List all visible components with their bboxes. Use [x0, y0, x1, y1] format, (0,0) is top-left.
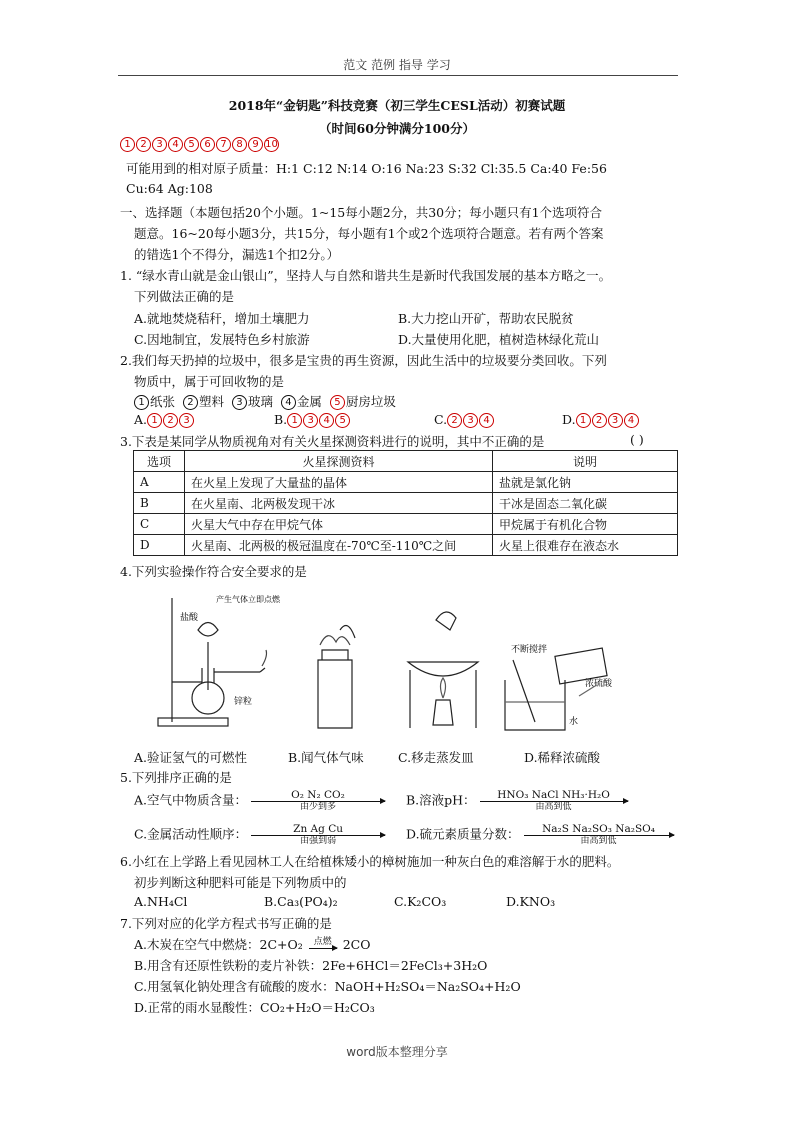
figure-dilute-acid — [495, 590, 635, 740]
circled-number: 4 — [168, 137, 183, 152]
table-row — [134, 535, 678, 556]
q6-option-b: B.Ca₃(PO₄)₂ — [264, 894, 338, 909]
figure-label-acid: 盐酸 — [180, 613, 199, 623]
circled-number-row — [120, 136, 280, 152]
table-cell: 在火星上发现了大量盐的晶体 — [185, 472, 493, 493]
table-cell: 火星上很难存在液态水 — [493, 535, 678, 556]
exam-title: 2018年“金钥匙”科技竞赛（初三学生CESL活动）初赛试题 — [228, 98, 566, 113]
circled-number: 1 — [120, 137, 135, 152]
q3-stem: 3.下表是某同学从物质视角对有关火星探测资料进行的说明，其中不正确的是 — [120, 434, 545, 449]
q2-option-d — [562, 412, 640, 428]
q1-option-b: B.大力挖山开矿，帮助农民脱贫 — [398, 311, 574, 326]
q2-stem-2: 物质中，属于可回收物的是 — [134, 374, 285, 389]
q2-option-b-number: 1 — [287, 413, 302, 428]
circled-number: 5 — [184, 137, 199, 152]
q1-stem: 1. “绿水青山就是金山银山”，坚持人与自然和谐共生是新时代我国发展的基本方略之一。 — [120, 268, 612, 283]
q3-answer-paren: ( ) — [630, 432, 644, 447]
q2-option-d-label: D. — [562, 412, 576, 427]
q2-option-b-number: 4 — [319, 413, 334, 428]
section-instructions-1: 一、选择题（本题包括20个小题。1~15每小题2分，共30分；每小题只有1个选项符合 — [120, 205, 603, 220]
q7-option-b: B.用含有还原性铁粉的麦片补铁：2Fe+6HCl＝2FeCl₃+3H₂O — [134, 958, 488, 973]
q4-option-c: C.移走蒸发皿 — [398, 750, 474, 765]
q5-a-arrow — [251, 790, 385, 812]
q5-b-arrow — [480, 790, 628, 812]
q5-d-direction: 由高到低 — [580, 836, 617, 846]
q4-option-b: B.闻气体气味 — [288, 750, 364, 765]
section-instructions-2: 题意。16~20每小题3分，共15分，每小题有1个或2个选项符合题意。若有两个答案 — [134, 226, 604, 241]
q2-option-d-number: 3 — [608, 413, 623, 428]
circled-number: 2 — [136, 137, 151, 152]
figure-label-gas: 产生气体立即点燃 — [216, 595, 280, 604]
table-header: 说明 — [493, 451, 678, 472]
figure-label-water: 水 — [569, 717, 579, 727]
q2-option-a-number: 2 — [163, 413, 178, 428]
table-row — [134, 472, 678, 493]
table-cell: 在火星南、北两极发现干冰 — [185, 493, 493, 514]
q2-option-b-number: 3 — [303, 413, 318, 428]
table-cell: C — [134, 514, 185, 535]
q2-option-d-number: 2 — [592, 413, 607, 428]
figure-hydrogen-apparatus — [150, 590, 285, 740]
circled-number: 9 — [248, 137, 263, 152]
q5-a-label: A.空气中物质含量： — [134, 792, 248, 808]
q6-option-c: C.K₂CO₃ — [394, 894, 447, 909]
q6-option-d: D.KNO₃ — [506, 894, 556, 909]
atomic-masses-line2: Cu:64 Ag:108 — [126, 181, 213, 196]
table-cell: 盐就是氯化钠 — [493, 472, 678, 493]
figure-label-conc-acid: 浓硫酸 — [585, 679, 613, 689]
q2-option-c — [434, 412, 495, 428]
circled-number: 3 — [152, 137, 167, 152]
q2-option-c-number: 2 — [447, 413, 462, 428]
q4-stem: 4.下列实验操作符合安全要求的是 — [120, 564, 307, 579]
q7-option-c: C.用氢氧化钠处理含有硫酸的废水：NaOH+H₂SO₄＝Na₂SO₄+H₂O — [134, 979, 521, 994]
q2-items: 1 纸张 2 塑料 3 玻璃 4 金属 5 厨房垃圾 — [134, 392, 396, 410]
atomic-masses-line1: 可能用到的相对原子质量：H:1 C:12 N:14 O:16 Na:23 S:32 Cl:35.5 Ca:40 Fe:56 — [126, 161, 607, 176]
q5-d-arrow — [524, 824, 674, 846]
q6-stem: 6.小红在上学路上看见园林工人在给植株矮小的樟树施加一种灰白色的难溶解于水的肥料。 — [120, 854, 620, 869]
table-cell: A — [134, 472, 185, 493]
q5-c-label: C.金属活动性顺序： — [134, 826, 248, 842]
q2-option-a — [134, 412, 195, 428]
q2-item-1: 纸张 — [150, 394, 176, 409]
q2-option-a-label: A. — [134, 412, 148, 427]
figure-label-stir: 不断搅拌 — [511, 645, 548, 655]
q5-option-a — [134, 790, 385, 812]
q2-option-b-number: 5 — [335, 413, 350, 428]
q1-option-d: D.大量使用化肥，植树造林绿化荒山 — [398, 332, 600, 347]
table-cell: 火星大气中存在甲烷气体 — [185, 514, 493, 535]
table-header: 火星探测资料 — [185, 451, 493, 472]
q2-option-c-number: 3 — [463, 413, 478, 428]
q2-item-4: 金属 — [296, 394, 322, 409]
exam-subtitle: （时间60分钟满分100分） — [319, 121, 475, 136]
q7-stem: 7.下列对应的化学方程式书写正确的是 — [120, 916, 332, 931]
q1-option-c: C.因地制宜，发展特色乡村旅游 — [134, 332, 310, 347]
circled-number: 8 — [232, 137, 247, 152]
page-footer: word版本整理分享 — [346, 1045, 448, 1059]
q7-a-product: 2CO — [342, 937, 371, 952]
q2-option-d-number: 4 — [624, 413, 639, 428]
mars-data-table — [133, 450, 678, 556]
q5-c-arrow — [251, 824, 385, 846]
q5-option-c — [134, 824, 385, 846]
q5-d-sequence: Na₂S Na₂SO₃ Na₂SO₄ — [542, 823, 655, 835]
q5-stem: 5.下列排序正确的是 — [120, 770, 232, 785]
page-header: 范文 范例 指导 学习 — [343, 58, 451, 72]
q7-option-d: D.正常的雨水显酸性：CO₂+H₂O＝H₂CO₃ — [134, 1000, 375, 1015]
q5-a-direction: 由少到多 — [299, 802, 336, 812]
table-cell: 火星南、北两极的极冠温度在-70℃至-110℃之间 — [185, 535, 493, 556]
q5-c-direction: 由强到弱 — [300, 836, 337, 846]
q5-b-label: B.溶液pH： — [406, 792, 476, 808]
q5-option-b — [406, 790, 628, 812]
q7-option-a — [134, 935, 371, 955]
table-cell: B — [134, 493, 185, 514]
q7-a-condition: 点燃 — [313, 936, 332, 947]
q5-b-direction: 由高到低 — [535, 802, 572, 812]
figure-evaporating-dish — [398, 590, 488, 740]
circled-number: 10 — [265, 139, 278, 150]
q6-stem-2: 初步判断这种肥料可能是下列物质中的 — [134, 875, 347, 890]
q2-option-b — [274, 412, 351, 428]
q1-stem-2: 下列做法正确的是 — [134, 289, 235, 304]
q2-option-c-number: 4 — [479, 413, 494, 428]
header-divider — [118, 75, 678, 76]
q6-option-a: A.NH₄Cl — [134, 894, 188, 909]
q5-b-sequence: HNO₃ NaCl NH₃·H₂O — [497, 789, 610, 801]
q2-option-a-number: 3 — [179, 413, 194, 428]
q5-c-sequence: Zn Ag Cu — [293, 823, 343, 835]
figure-label-zinc: 锌粒 — [234, 697, 253, 707]
q7-a-condition-arrow — [309, 937, 337, 955]
circled-number: 7 — [216, 137, 231, 152]
q2-option-d-number: 1 — [576, 413, 591, 428]
table-cell: 干冰是固态二氧化碳 — [493, 493, 678, 514]
table-cell: D — [134, 535, 185, 556]
table-row — [134, 514, 678, 535]
q5-d-label: D.硫元素质量分数： — [406, 826, 520, 842]
circled-number: 6 — [200, 137, 215, 152]
table-header-row — [134, 451, 678, 472]
q1-option-a: A.就地焚烧秸秆，增加土壤肥力 — [134, 311, 310, 326]
q2-option-b-label: B. — [274, 412, 288, 427]
q2-item-2: 塑料 — [198, 394, 224, 409]
q5-a-sequence: O₂ N₂ CO₂ — [291, 789, 345, 801]
section-instructions-3: 的错选1个不得分，漏选1个扣2分。） — [134, 247, 340, 262]
q2-item-3: 玻璃 — [247, 394, 273, 409]
table-header: 选项 — [134, 451, 185, 472]
table-row — [134, 493, 678, 514]
q2-option-c-label: C. — [434, 412, 448, 427]
q4-option-d: D.稀释浓硫酸 — [524, 750, 601, 765]
q2-stem: 2.我们每天扔掉的垃圾中，很多是宝贵的再生资源，因此生活中的垃圾要分类回收。下列 — [120, 353, 607, 368]
q2-option-a-number: 1 — [147, 413, 162, 428]
q4-option-a: A.验证氢气的可燃性 — [134, 750, 248, 765]
q2-item-5: 厨房垃圾 — [345, 394, 396, 409]
q5-option-d — [406, 824, 674, 846]
table-cell: 甲烷属于有机化合物 — [493, 514, 678, 535]
q7-a-text: A.木炭在空气中燃烧：2C+O₂ — [134, 937, 303, 952]
figure-smell-gas — [300, 590, 370, 740]
